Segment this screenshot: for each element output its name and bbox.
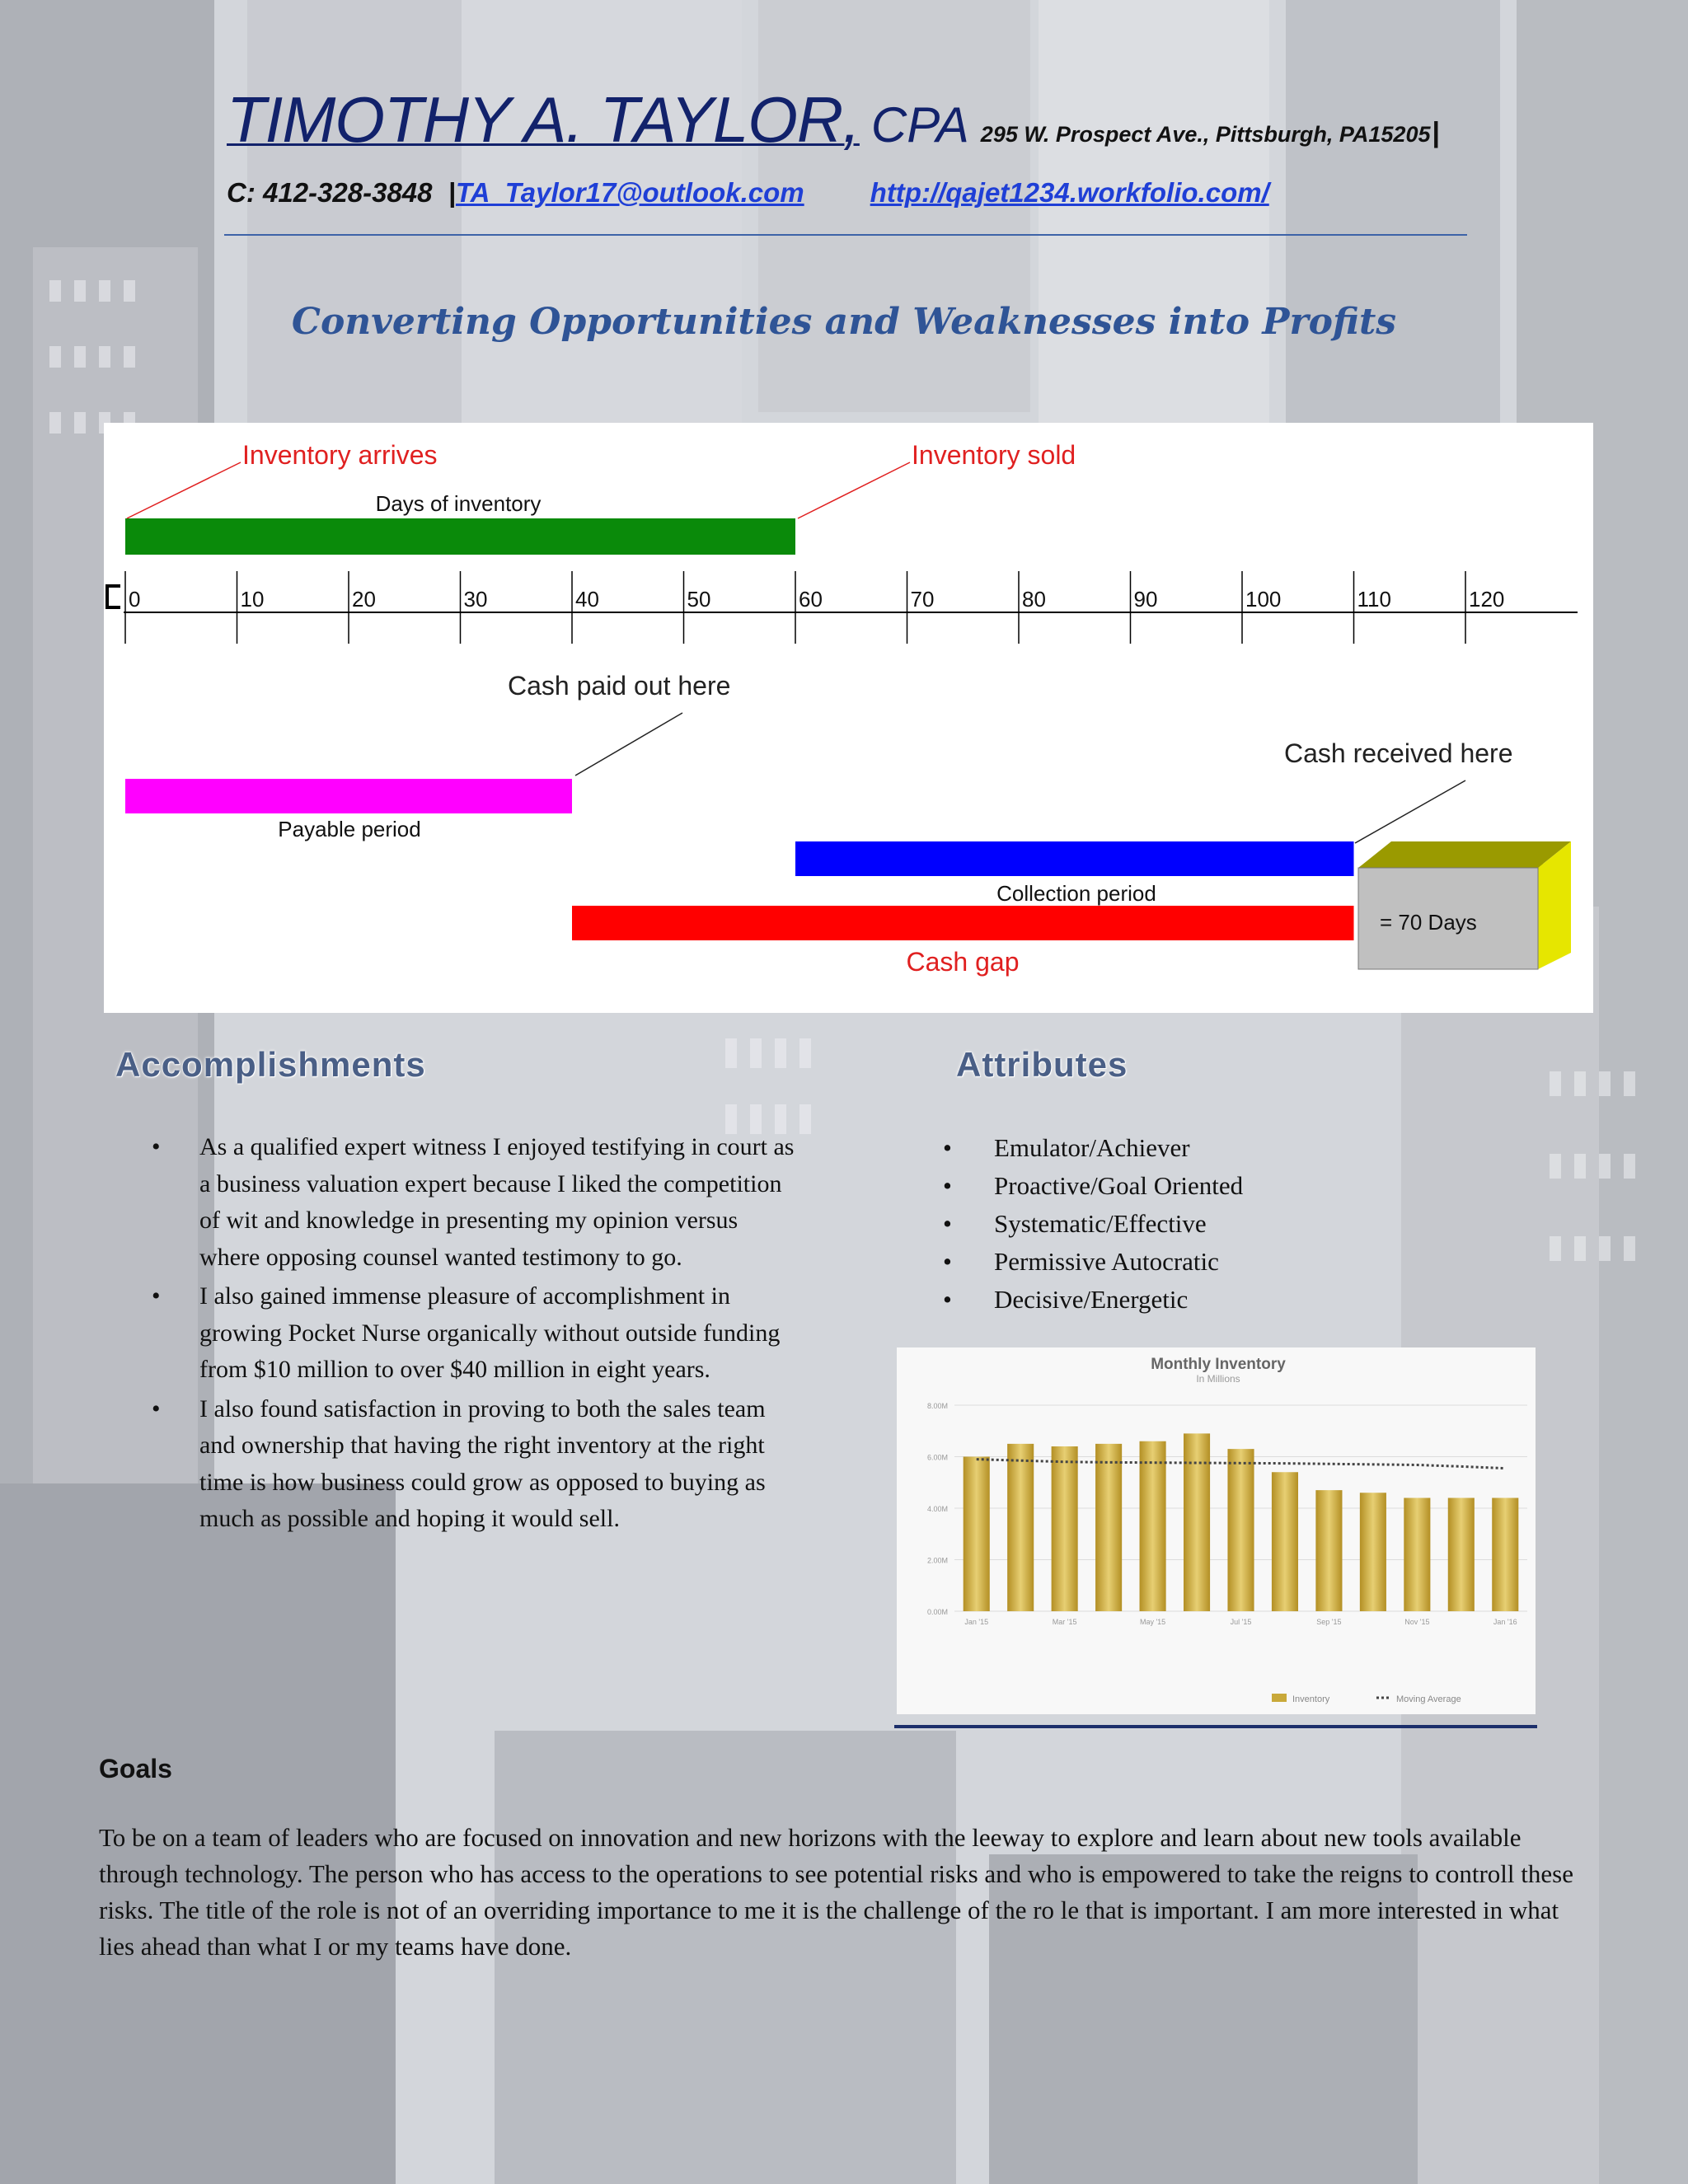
timeline-tick-label: 90 <box>1133 587 1158 612</box>
list-item: • Proactive/Goal Oriented <box>940 1167 1243 1205</box>
payable-period-bar <box>125 779 572 813</box>
header-divider <box>224 234 1467 236</box>
accomplishments-heading: Accomplishments <box>115 1045 426 1084</box>
legend-swatch-inventory <box>1272 1694 1287 1702</box>
chart-underline <box>894 1725 1537 1728</box>
axis-bracket-side <box>106 584 109 609</box>
timeline-tick-label: 50 <box>687 587 711 612</box>
timeline-tick-label: 120 <box>1469 587 1505 612</box>
monthly-inventory-chart <box>897 1347 1536 1714</box>
inventory-bar <box>1052 1446 1078 1611</box>
collection-period-label: Collection period <box>996 881 1156 906</box>
timeline-tick-label: 80 <box>1022 587 1046 612</box>
legend-moving-average: Moving Average <box>1396 1694 1461 1704</box>
cash-paid-leader <box>575 713 682 776</box>
address-separator: | <box>1432 117 1440 148</box>
list-item: • I also found satisfaction in proving to both the sales team and ownership that having the right inventory at the right time is how business could grow as opposed to buying as much as possible and hoping it would sell. <box>148 1391 799 1538</box>
payable-period-label: Payable period <box>278 817 421 841</box>
y-tick-label: 8.00M <box>926 1402 948 1410</box>
contact-line <box>227 177 1269 209</box>
list-item: • As a qualified expert witness I enjoyed testifying in court as a business valuation expert because I liked the competition of wit and knowledge in presenting my opinion versus where opposing counsel wanted testimony to go. <box>148 1129 799 1276</box>
inventory-bar <box>1360 1493 1386 1611</box>
timeline-tick-label: 20 <box>352 587 376 612</box>
result-box <box>1358 841 1571 969</box>
cash-gap-label: Cash gap <box>906 947 1020 977</box>
inventory-bar <box>1184 1433 1210 1611</box>
website-link[interactable]: http://qajet1234.workfolio.com/ <box>870 177 1269 208</box>
credential: CPA <box>870 97 969 152</box>
list-item: • Emulator/Achiever <box>940 1129 1243 1167</box>
header-name-line <box>227 82 1440 157</box>
attributes-heading: Attributes <box>956 1045 1128 1084</box>
inventory-period-label: Days of inventory <box>375 491 542 516</box>
y-tick-label: 2.00M <box>926 1556 948 1565</box>
list-item: • I also gained immense pleasure of accomplishment in growing Pocket Nurse organically without outside funding from $10 million to over $40 million in eight years. <box>148 1278 799 1389</box>
inventory-bar <box>1315 1490 1342 1611</box>
y-tick-label: 4.00M <box>926 1505 948 1513</box>
timeline-tick-label: 10 <box>240 587 265 612</box>
accomplishments-list <box>148 1129 799 1540</box>
collection-period-bar <box>795 841 1354 876</box>
inventory-period-bar <box>125 518 795 555</box>
timeline-tick-label: 0 <box>129 587 141 612</box>
inventory-bar <box>1448 1498 1475 1612</box>
timeline-tick-label: 70 <box>910 587 935 612</box>
timeline-tick-label: 30 <box>463 587 488 612</box>
goals-heading: Goals <box>99 1754 172 1783</box>
chart-legend <box>1272 1694 1461 1704</box>
inventory-bar <box>964 1457 990 1612</box>
x-tick-label: Sep '15 <box>1316 1618 1342 1626</box>
list-item: • Decisive/Energetic <box>940 1281 1243 1319</box>
cash-gap-bar <box>572 906 1354 940</box>
cash-received-callout: Cash received here <box>1284 738 1513 768</box>
x-tick-label: Jan '16 <box>1493 1618 1517 1626</box>
inventory-sold-leader <box>798 462 910 518</box>
inventory-bar <box>1140 1441 1166 1611</box>
timeline-tick-label: 60 <box>799 587 823 612</box>
inventory-bar <box>1095 1444 1122 1611</box>
chart-title: Monthly Inventory <box>1151 1356 1286 1373</box>
cash-received-leader <box>1355 780 1465 843</box>
legend-inventory: Inventory <box>1292 1694 1330 1704</box>
timeline-tick-label: 100 <box>1245 587 1282 612</box>
y-tick-label: 0.00M <box>926 1608 948 1616</box>
list-item: • Permissive Autocratic <box>940 1243 1243 1281</box>
contact-separator: | <box>448 177 456 208</box>
cash-paid-callout: Cash paid out here <box>508 671 731 701</box>
timeline-tick-label: 40 <box>575 587 599 612</box>
inventory-bar <box>1404 1498 1430 1612</box>
address: 295 W. Prospect Ave., Pittsburgh, PA15205 <box>980 122 1431 147</box>
list-item: • Systematic/Effective <box>940 1205 1243 1243</box>
chart-subtitle: In Millions <box>1196 1373 1240 1385</box>
goals-text: To be on a team of leaders who are focused on innovation and new horizons with the leeway to explore and learn about new tools available through technology. The person who has access to the operations to see potential risks and who is empowered to take the reigns to controll these risks. The title of the role is not of an overriding importance to me it is the challenge of the ro le that is important. I am more interested in what lies ahead than what I or my teams have done. <box>99 1823 1573 1961</box>
tagline: Converting Opportunities and Weaknesses into Profits <box>291 301 1397 343</box>
x-tick-label: Nov '15 <box>1404 1618 1430 1626</box>
email-link[interactable]: TA_Taylor17@outlook.com <box>455 177 804 208</box>
inventory-bar <box>1227 1449 1254 1611</box>
x-tick-label: Mar '15 <box>1052 1618 1077 1626</box>
x-tick-label: Jul '15 <box>1230 1618 1252 1626</box>
cell-phone: C: 412-328-3848 <box>227 177 433 208</box>
inventory-arrives-leader <box>127 462 241 518</box>
x-tick-label: May '15 <box>1139 1618 1166 1626</box>
attributes-list <box>940 1129 1243 1319</box>
candidate-name: TIMOTHY A. TAYLOR, <box>227 83 860 156</box>
y-tick-label: 6.00M <box>926 1453 948 1462</box>
x-tick-label: Jan '15 <box>964 1618 989 1626</box>
timeline-tick-label: 110 <box>1357 587 1391 612</box>
result-box-text: = 70 Days <box>1380 910 1477 935</box>
inventory-bar <box>1492 1498 1518 1612</box>
inventory-arrives-callout: Inventory arrives <box>242 440 438 470</box>
inventory-bar <box>1007 1444 1034 1611</box>
cash-cycle-diagram <box>104 423 1593 1013</box>
inventory-sold-callout: Inventory sold <box>912 440 1076 470</box>
inventory-bar <box>1272 1472 1298 1611</box>
